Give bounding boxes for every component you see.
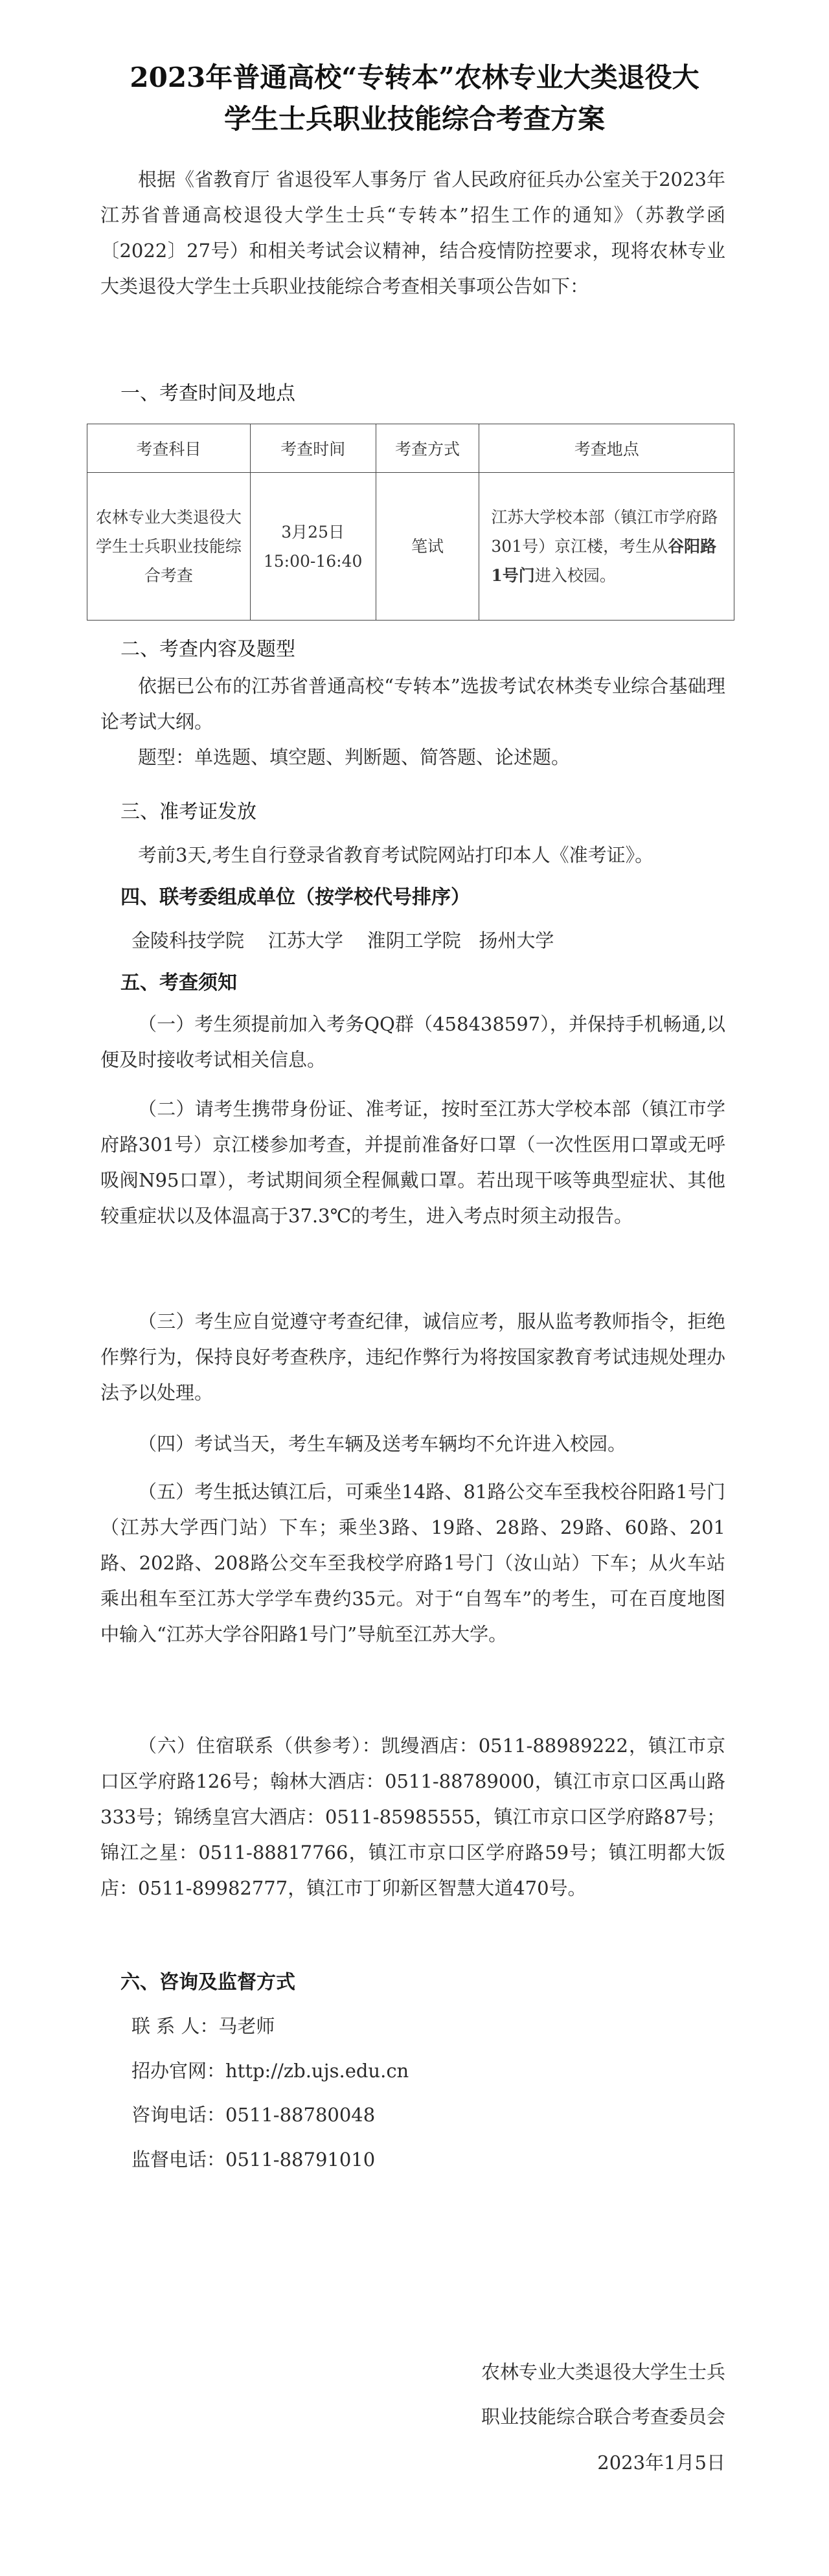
cell-method: 笔试 xyxy=(376,473,479,621)
title-line-2: 学生士兵职业技能综合考查方案 xyxy=(223,103,605,135)
intro-paragraph: 根据《省教育厅 省退役军人事务厅 省人民政府征兵办公室关于2023年江苏省普通高校退役大学生士兵“专转本”招生工作的通知》（苏教学函〔2022〕27号）和相关考试会议精神，结合疫情防控要求，现将农林专业大类退役大学生士兵职业技能综合考查相关事项公告如下： xyxy=(100,168,725,297)
section1-heading: 一、考查时间及地点 xyxy=(120,382,295,405)
notice-item-1: （一）考生须提前加入考务QQ群（458438597），并保持手机畅通,以便及时接收考试相关信息。 xyxy=(100,1013,725,1071)
notice-item-2: （二）请考生携带身份证、准考证，按时至江苏大学校本部（镇江市学府路301号）京江楼参加考查，并提前准备好口罩（一次性医用口罩或无呼吸阀N95口罩），考试期间须全程佩戴口罩。若出现干咳等典型症状、其他较重症状以及体温高于37.3℃的考生，进入考点时须主动报告。 xyxy=(100,1098,725,1227)
section3-heading: 三、准考证发放 xyxy=(120,801,256,823)
signature-org-line2: 职业技能综合联合考查委员会 xyxy=(481,2406,725,2428)
contact-person: 联 系 人：马老师 xyxy=(131,2015,275,2037)
section2-heading: 二、考查内容及题型 xyxy=(120,638,295,661)
section4-members: 金陵科技学院 江苏大学 淮阴工学院 扬州大学 xyxy=(131,929,554,952)
title-line-1: 2023年普通高校“专转本”农林专业大类退役大 xyxy=(130,62,699,93)
official-website: 招办官网：http://zb.ujs.edu.cn xyxy=(131,2060,409,2082)
cell-place xyxy=(479,473,734,621)
cell-time xyxy=(250,473,376,621)
section5-heading: 五、考查须知 xyxy=(120,972,237,994)
section4-heading: 四、联考委组成单位（按学校代号排序） xyxy=(120,886,470,909)
schedule-row xyxy=(87,473,734,621)
place-text-end: 进入校园。 xyxy=(534,566,616,585)
schedule-header-row xyxy=(87,424,734,473)
cell-subject: 农林专业大类退役大学生士兵职业技能综合考查 xyxy=(87,473,251,621)
section2-content: 依据已公布的江苏省普通高校“专转本”选拔考试农林类专业综合基础理论考试大纲。 xyxy=(100,675,725,733)
header-method: 考查方式 xyxy=(376,424,479,473)
exam-hours: 15:00-16:40 xyxy=(263,551,363,571)
exam-date: 3月25日 xyxy=(281,522,345,541)
notice-item-4: （四）考试当天，考生车辆及送考车辆均不允许进入校园。 xyxy=(138,1433,627,1455)
signature-org-line1: 农林专业大类退役大学生士兵 xyxy=(481,2361,725,2383)
supervise-phone: 监督电话：0511-88791010 xyxy=(131,2149,376,2171)
header-subject: 考查科目 xyxy=(87,424,251,473)
section2-question-types: 题型：单选题、填空题、判断题、简答题、论述题。 xyxy=(138,746,571,768)
consult-phone: 咨询电话：0511-88780048 xyxy=(131,2104,376,2126)
header-place: 考查地点 xyxy=(479,424,734,473)
notice-item-3: （三）考生应自觉遵守考查纪律，诚信应考，服从监考教师指令，拒绝作弊行为，保持良好考查秩序，违纪作弊行为将按国家教育考试违规处理办法予以处理。 xyxy=(100,1310,725,1404)
document-title xyxy=(78,57,751,140)
signature-date: 2023年1月5日 xyxy=(597,2452,725,2474)
place-text: 江苏大学校本部（镇江市学府路301号）京江楼，考生从 xyxy=(491,508,718,556)
notice-item-6: （六）住宿联系（供参考）：凯缦酒店：0511-88989222，镇江市京口区学府路126号；翰林大酒店：0511-88789000，镇江市京口区禹山路333号；锦绣皇宫大酒店：0511-85985555，镇江市京口区学府路87号；锦江之星：0511-88817766，镇江市京口区学府路59号；镇江明都大饭店：0511-89982777，镇江市丁卯新区智慧大道470号。 xyxy=(100,1735,725,1899)
place-gate: 谷阳路1号门 xyxy=(491,537,717,585)
section6-heading: 六、咨询及监督方式 xyxy=(120,1971,295,1994)
notice-item-5: （五）考生抵达镇江后，可乘坐14路、81路公交车至我校谷阳路1号门（江苏大学西门站）下车；乘坐3路、19路、28路、29路、60路、201路、202路、208路公交车至我校学府路1号门（汝山站）下车；从火车站乘出租车至江苏大学学车费约35元。对于“自驾车”的考生，可在百度地图中输入“江苏大学谷阳路1号门”导航至江苏大学。 xyxy=(100,1481,725,1645)
schedule-table xyxy=(87,424,734,621)
header-time: 考查时间 xyxy=(250,424,376,473)
section3-content: 考前3天,考生自行登录省教育考试院网站打印本人《准考证》。 xyxy=(138,844,654,866)
